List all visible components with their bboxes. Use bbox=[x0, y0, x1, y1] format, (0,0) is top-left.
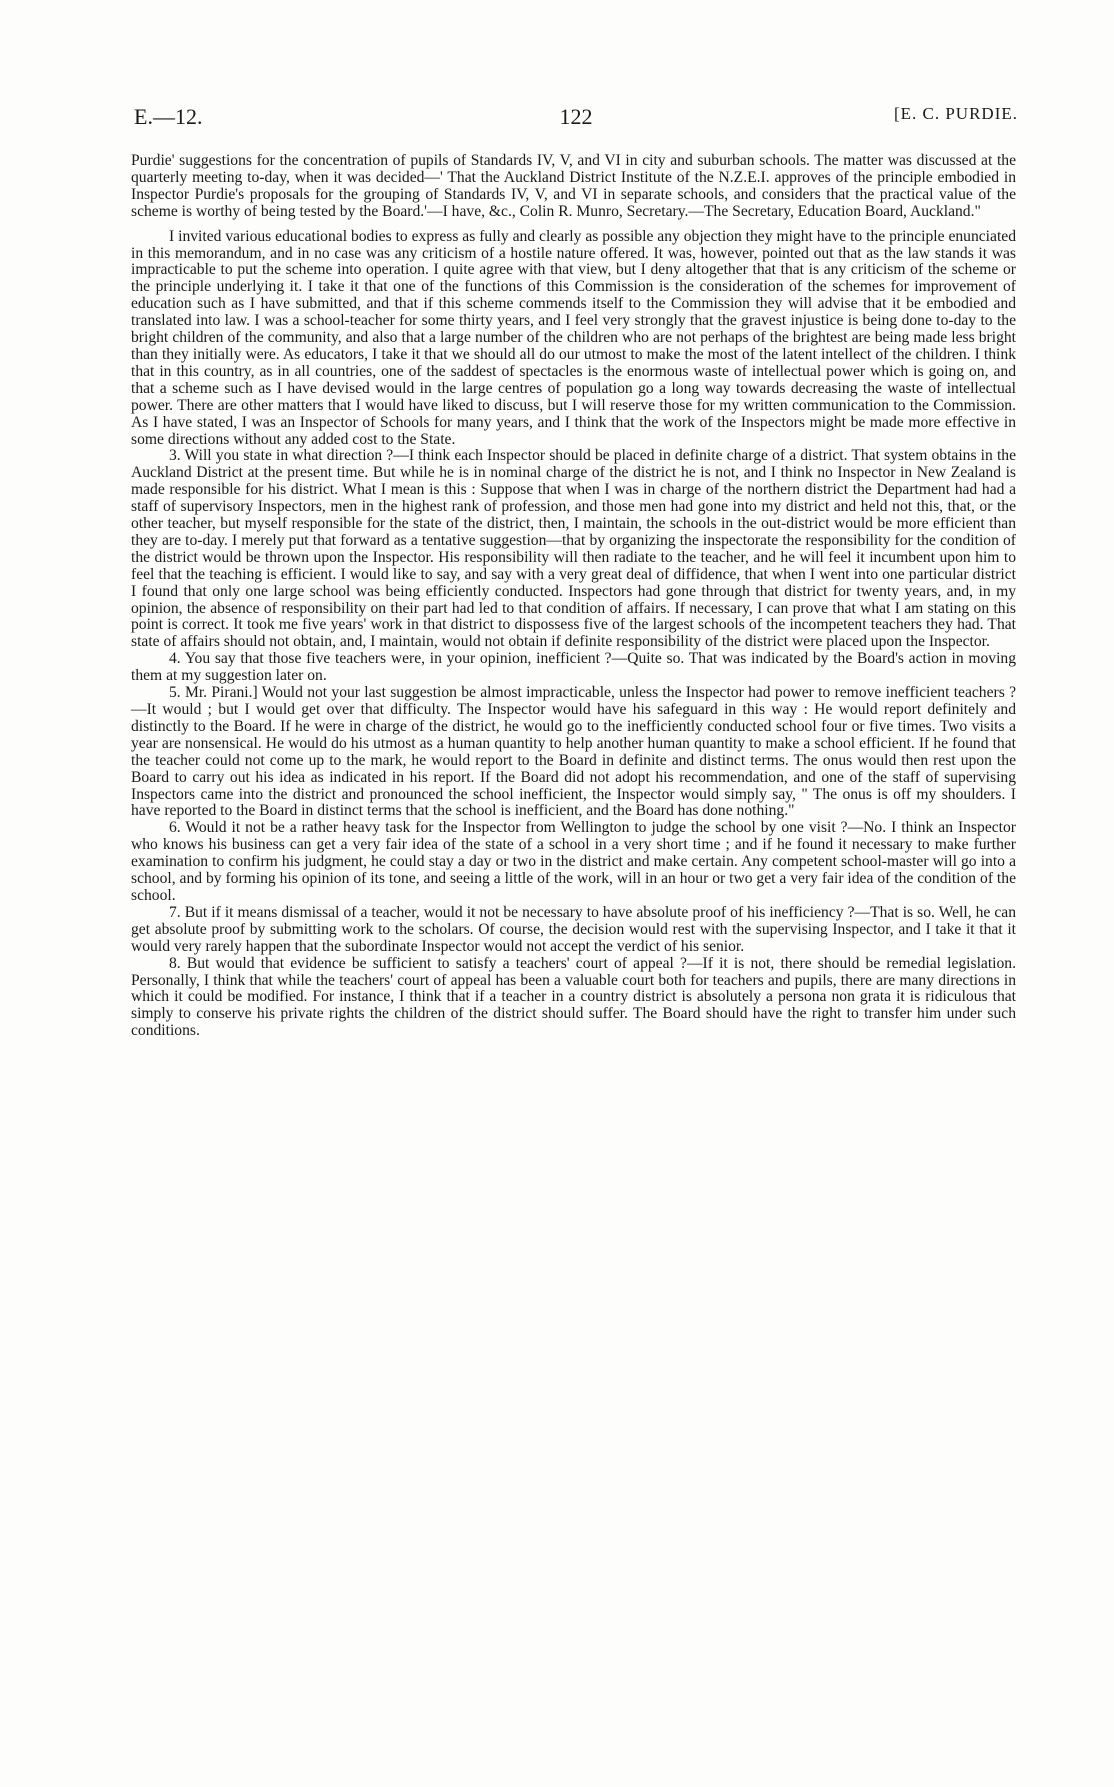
page-number: 122 bbox=[559, 104, 593, 129]
page-header bbox=[134, 104, 1018, 136]
paragraph-question-5: 5. Mr. Pirani.] Would not your last suggestion be almost impracticable, unless the Inspector had power to remove inefficient teachers ?—It would ; but I would get over that difficulty. The Inspector would have his safeguard in this way : He would report definitely and distinctly to the Board. If he were in charge of the district, he would go to the inefficiently conducted school four or five times. Two visits a year are nonsensical. He would do his utmost as a human quantity to help another human quantity to make a school efficient. If he found that the teacher could not come up to the mark, he would report to the Board in definite and distinct terms. The onus would then rest upon the Board to carry out his idea as indicated in his report. If the Board did not adopt his recommendation, and one of the staff of supervising Inspectors came into the district and pronounced the school inefficient, the Inspector would simply say, " The onus is off my shoulders. I have reported to the Board in distinct terms that the school is inefficient, and the Board has done nothing." bbox=[131, 684, 1016, 820]
paragraph-question-3: 3. Will you state in what direction ?—I think each Inspector should be placed in definite charge of a district. That system obtains in the Auckland District at the present time. But while he is in nominal charge of the district he is not, and I think no Inspector in New Zealand is made responsible for his district. What I mean is this : Suppose that when I was in charge of the northern district the Department had had a staff of supervisory Inspectors, men in the highest rank of profession, and those men had gone into my district and held not this, that, or the other teacher, but myself responsible for the state of the district, then, I maintain, the schools in the out-district would be more efficient than they are to-day. I merely put that forward as a tentative suggestion—that by organizing the inspectorate the responsibility for the condition of the district would be thrown upon the Inspector. His responsibility will then radiate to the teacher, and he will feel it incumbent upon him to feel that the teaching is efficient. I would like to say, and say with a very great deal of diffidence, that when I went into one particular district I found that only one large school was being efficiently conducted. Inspectors had gone through that district for twenty years, and, in my opinion, the absence of responsibility on their part had led to that condition of affairs. If necessary, I can prove that what I am stating on this point is correct. It took me five years' work in that district to dispossess five of the largest schools of the incompetent teachers they had. That state of affairs should not obtain, and, I maintain, would not obtain if definite responsibility of the district were placed upon the Inspector. bbox=[131, 447, 1016, 651]
paragraph-question-4: 4. You say that those five teachers were, in your opinion, inefficient ?—Quite so. That was indicated by the Board's action in moving them at my suggestion later on. bbox=[131, 650, 1016, 685]
paragraph-statement: I invited various educational bodies to express as fully and clearly as possible any objection they might have to the principle enunciated in this memorandum, and in no case was any criticism of a hostile nature offered. It was, however, pointed out that as the law stands it was impracticable to put the scheme into operation. I quite agree with that view, but I deny altogether that that is any criticism of the scheme or the principle underlying it. I take it that one of the functions of this Commission is the consideration of the schemes for improvement of education such as I have submitted, and that if this scheme commends itself to the Commission they will advise that it be embodied and translated into law. I was a school-teacher for some thirty years, and I feel very strongly that the gravest injustice is being done to-day to the bright children of the community, and also that a large number of the children who are not perhaps of the brightest are being made less bright than they initially were. As educators, I take it that we should all do our utmost to make the most of the latent intellect of the children. I think that in this country, as in all countries, one of the saddest of spectacles is the enormous waste of intellectual power which is going on, and that a scheme such as I have devised would in the large centres of population go a long way towards decreasing the waste of intellectual power. There are other matters that I would have liked to discuss, but I will reserve those for my written communication to the Commission. As I have stated, I was an Inspector of Schools for many years, and I think that the work of the Inspectors might be made more effective in some directions without any added cost to the State. bbox=[131, 227, 1016, 448]
document-reference: E.—12. bbox=[134, 104, 203, 129]
paragraph-question-6: 6. Would it not be a rather heavy task for the Inspector from Wellington to judge the school by one visit ?—No. I think an Inspector who knows his business can get a very fair idea of the state of a school in a very short time ; and if he found it necessary to make further examination to confirm his judgment, he could stay a day or two in the district and make certain. Any competent school-master will go into a school, and by forming his opinion of its tone, and seeing a little of the work, will in an hour or two get a very fair idea of the condition of the school. bbox=[131, 819, 1016, 904]
paragraph-question-8: 8. But would that evidence be sufficient to satisfy a teachers' court of appeal ?—If it is not, there should be remedial legislation. Personally, I think that while the teachers' court of appeal has been a valuable court both for teachers and pupils, there are many directions in which it could be modified. For instance, I think that if a teacher in a country district is absolutely a persona non grata it is ridiculous that simply to conserve his private rights the children of the district should suffer. The Board should have the right to transfer him under such conditions. bbox=[131, 954, 1016, 1040]
witness-name: [E. C. PURDIE. bbox=[893, 104, 1018, 123]
paragraph-question-7: 7. But if it means dismissal of a teacher, would it not be necessary to have absolute proof of his inefficiency ?—That is so. Well, he can get absolute proof by submitting work to the scholars. Of course, the decision would rest with the supervising Inspector, and I take it that it would very rarely happen that the subordinate Inspector would not accept the verdict of his senior. bbox=[131, 903, 1016, 955]
paragraph-letter-continuation: Purdie' suggestions for the concentration of pupils of Standards IV, V, and VI in city and suburban schools. The matter was discussed at the quarterly meeting to-day, when it was decided—' That the Auckland District Institute of the N.Z.E.I. approves of the principle embodied in Inspector Purdie's proposals for the grouping of Standards IV, V, and VI in separate schools, and considers that the practical value of the scheme is worthy of being tested by the Board.'—I have, &c., Colin R. Munro, Secretary.—The Secretary, Education Board, Auckland." bbox=[131, 152, 1016, 220]
body-text bbox=[131, 153, 1016, 1040]
